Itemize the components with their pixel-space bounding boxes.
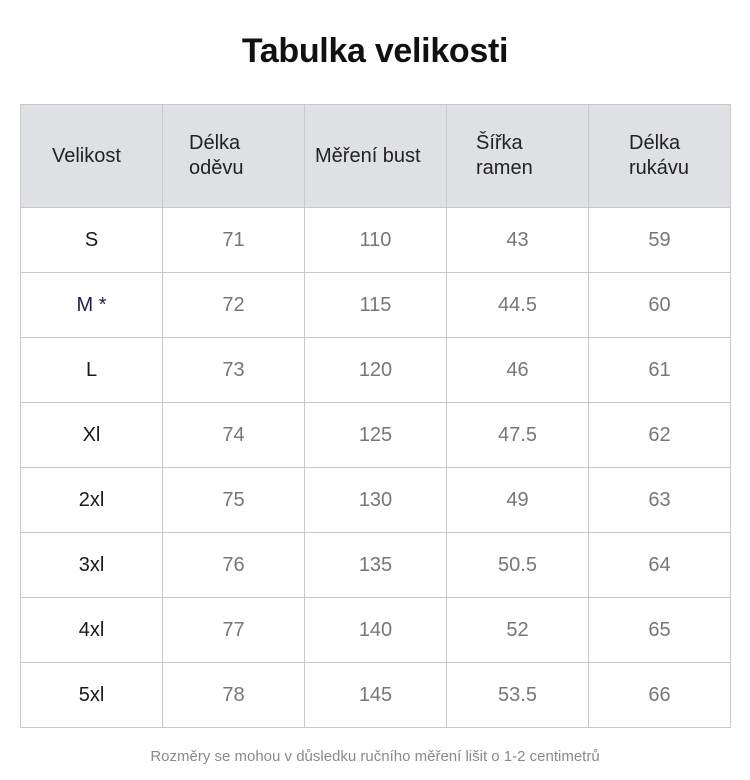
value-cell: 76: [163, 533, 305, 598]
value-cell: 46: [447, 338, 589, 403]
size-cell: Xl: [21, 403, 163, 468]
size-cell: M *: [21, 273, 163, 338]
value-cell: 74: [163, 403, 305, 468]
value-cell: 62: [589, 403, 731, 468]
value-cell: 59: [589, 208, 731, 273]
header-delka-odevu: [163, 105, 305, 208]
header-row: [21, 105, 731, 208]
value-cell: 52: [447, 598, 589, 663]
value-cell: 135: [305, 533, 447, 598]
header-sirka-ramen: [447, 105, 589, 208]
header-line: rukávu: [629, 157, 690, 179]
value-cell: 71: [163, 208, 305, 273]
header-line: Délka: [189, 132, 241, 154]
value-cell: 47.5: [447, 403, 589, 468]
value-cell: 75: [163, 468, 305, 533]
size-cell: 2xl: [21, 468, 163, 533]
value-cell: 49: [447, 468, 589, 533]
table-row: [21, 533, 731, 598]
value-cell: 65: [589, 598, 731, 663]
table-row: [21, 208, 731, 273]
page-title: Tabulka velikosti: [241, 32, 509, 70]
value-cell: 115: [305, 273, 447, 338]
size-table: [20, 104, 731, 728]
header-line: ramen: [476, 157, 533, 179]
value-cell: 125: [305, 403, 447, 468]
table-row: [21, 338, 731, 403]
value-cell: 63: [589, 468, 731, 533]
value-cell: 66: [589, 663, 731, 728]
header-velikost: [21, 105, 163, 208]
size-cell: S: [21, 208, 163, 273]
value-cell: 77: [163, 598, 305, 663]
value-cell: 120: [305, 338, 447, 403]
header-line: Měření bust: [315, 144, 421, 167]
size-cell: 4xl: [21, 598, 163, 663]
value-cell: 110: [305, 208, 447, 273]
header-line: Velikost: [52, 144, 121, 167]
table-row: [21, 598, 731, 663]
value-cell: 130: [305, 468, 447, 533]
value-cell: 73: [163, 338, 305, 403]
table-row: [21, 663, 731, 728]
value-cell: 78: [163, 663, 305, 728]
header-line: Šířka: [476, 132, 523, 154]
value-cell: 43: [447, 208, 589, 273]
header-line: oděvu: [189, 157, 244, 179]
value-cell: 60: [589, 273, 731, 338]
value-cell: 145: [305, 663, 447, 728]
size-cell: L: [21, 338, 163, 403]
value-cell: 72: [163, 273, 305, 338]
value-cell: 140: [305, 598, 447, 663]
value-cell: 64: [589, 533, 731, 598]
header-mereni-bust: [305, 105, 447, 208]
table-row: [21, 468, 731, 533]
value-cell: 61: [589, 338, 731, 403]
header-delka-rukavu: [589, 105, 731, 208]
table-row: [21, 273, 731, 338]
value-cell: 44.5: [447, 273, 589, 338]
header-line: Délka: [629, 132, 681, 154]
table-row: [21, 403, 731, 468]
measurement-footnote: Rozměry se mohou v důsledku ručního měření lišit o 1-2 centimetrů: [150, 748, 600, 765]
value-cell: 53.5: [447, 663, 589, 728]
value-cell: 50.5: [447, 533, 589, 598]
size-cell: 5xl: [21, 663, 163, 728]
size-cell: 3xl: [21, 533, 163, 598]
